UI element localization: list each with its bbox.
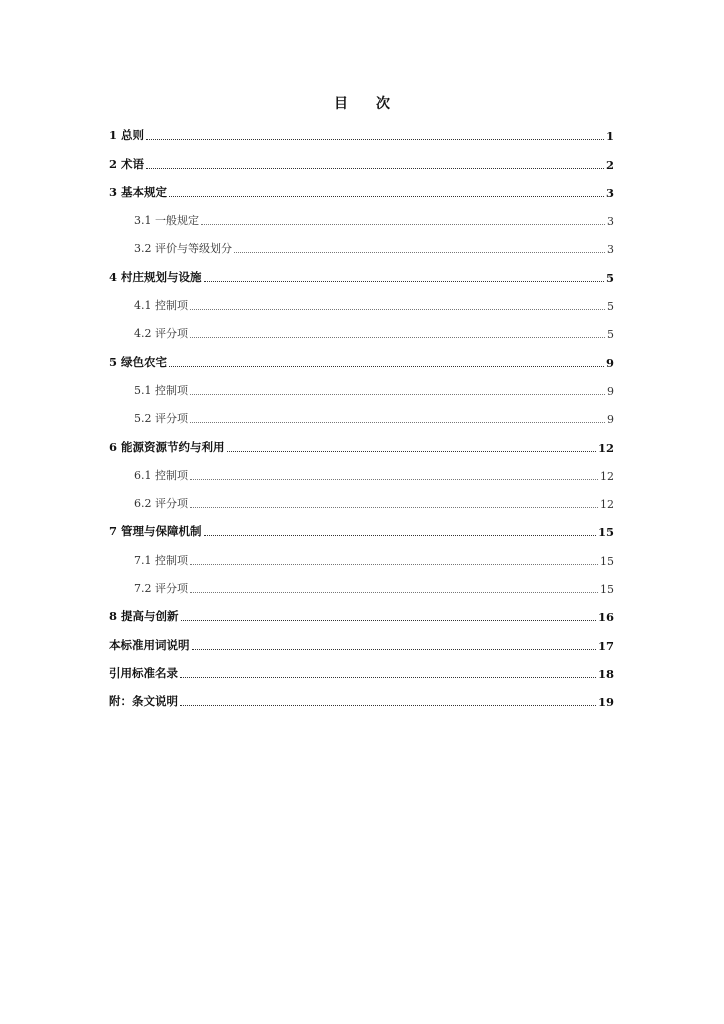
toc-chapter-entry[interactable]	[109, 514, 614, 542]
toc-dot-leader	[190, 478, 598, 480]
toc-dot-leader	[146, 138, 604, 140]
toc-dot-leader	[234, 251, 605, 253]
toc-chapter-entry[interactable]	[109, 599, 614, 627]
toc-section-entry[interactable]	[109, 542, 614, 570]
toc-chapter-entry[interactable]	[109, 118, 614, 146]
toc-section-entry[interactable]	[109, 203, 614, 231]
toc-dot-leader	[181, 619, 596, 621]
toc-chapter-entry[interactable]	[109, 259, 614, 287]
toc-page-number: 5	[607, 300, 614, 314]
toc-dot-leader	[190, 308, 605, 310]
toc-chapter-entry[interactable]	[109, 684, 614, 712]
toc-page-number: 12	[600, 469, 614, 483]
toc-entry-label: 5.2 评分项	[134, 412, 188, 426]
toc-dot-leader	[190, 591, 598, 593]
toc-dot-leader	[190, 506, 598, 508]
toc-dot-leader	[180, 704, 596, 706]
toc-chapter-entry[interactable]	[109, 627, 614, 655]
toc-page-number: 16	[597, 610, 614, 625]
toc-section-entry[interactable]	[109, 486, 614, 514]
toc-entry-label: 3.2 评价与等级划分	[134, 242, 232, 256]
toc-title	[0, 93, 724, 113]
toc-section-entry[interactable]	[109, 571, 614, 599]
toc-dot-leader	[146, 167, 604, 169]
toc-page-number: 9	[607, 384, 614, 398]
toc-dot-leader	[201, 223, 605, 225]
toc-dot-leader	[190, 421, 605, 423]
toc-entry-label: 4.1 控制项	[134, 299, 188, 313]
toc-entry-label: 8 提高与创新	[109, 609, 179, 624]
toc-entry-label: 引用标准名录	[109, 665, 178, 680]
toc-page-number: 17	[597, 638, 614, 653]
toc-page-number: 15	[600, 554, 614, 568]
toc-section-entry[interactable]	[109, 231, 614, 259]
toc-page-number: 3	[607, 215, 614, 229]
toc-page-number: 5	[607, 328, 614, 342]
toc-dot-leader	[169, 195, 604, 197]
toc-entry-label: 1 总则	[109, 128, 145, 143]
toc-entry-label: 7.2 评分项	[134, 582, 188, 596]
toc-dot-leader	[169, 365, 604, 367]
toc-dot-leader	[180, 676, 596, 678]
toc-entry-label: 附：条文说明	[109, 694, 178, 709]
toc-entry-label: 2 术语	[109, 156, 145, 171]
toc-chapter-entry[interactable]	[109, 344, 614, 372]
toc-page-number: 9	[607, 413, 614, 427]
toc-dot-leader	[227, 450, 596, 452]
toc-entry-label: 4 村庄规划与设施	[109, 269, 202, 284]
toc-dot-leader	[204, 534, 596, 536]
toc-dot-leader	[204, 280, 604, 282]
toc-title-part-2: 次	[376, 96, 390, 112]
toc-entry-label: 6.1 控制项	[134, 468, 188, 482]
table-of-contents	[109, 118, 614, 712]
toc-dot-leader	[190, 336, 605, 338]
toc-page-number: 5	[605, 270, 614, 285]
toc-section-entry[interactable]	[109, 373, 614, 401]
toc-section-entry[interactable]	[109, 458, 614, 486]
toc-chapter-entry[interactable]	[109, 146, 614, 174]
toc-section-entry[interactable]	[109, 401, 614, 429]
toc-page-number: 15	[597, 525, 614, 540]
toc-entry-label: 7 管理与保障机制	[109, 524, 202, 539]
toc-entry-label: 本标准用词说明	[109, 637, 190, 652]
toc-title-part-1: 目	[334, 96, 348, 112]
toc-page-number: 19	[597, 695, 614, 710]
toc-entry-label: 7.1 控制项	[134, 553, 188, 567]
toc-section-entry[interactable]	[109, 288, 614, 316]
toc-entry-label: 5 绿色农宅	[109, 354, 168, 369]
toc-entry-label: 3.1 一般规定	[134, 214, 199, 228]
toc-page-number: 3	[605, 185, 614, 200]
toc-chapter-entry[interactable]	[109, 175, 614, 203]
toc-dot-leader	[192, 648, 596, 650]
toc-page-number: 9	[605, 355, 614, 370]
toc-chapter-entry[interactable]	[109, 429, 614, 457]
toc-page-number: 12	[600, 498, 614, 512]
toc-page-number: 18	[597, 666, 614, 681]
toc-chapter-entry[interactable]	[109, 656, 614, 684]
toc-section-entry[interactable]	[109, 316, 614, 344]
toc-page-number: 12	[597, 440, 614, 455]
toc-page-number: 2	[605, 157, 614, 172]
toc-dot-leader	[190, 393, 605, 395]
toc-dot-leader	[190, 563, 598, 565]
toc-page-number: 15	[600, 583, 614, 597]
toc-page-number: 3	[607, 243, 614, 257]
toc-entry-label: 5.1 控制项	[134, 383, 188, 397]
toc-entry-label: 6.2 评分项	[134, 497, 188, 511]
toc-entry-label: 4.2 评分项	[134, 327, 188, 341]
toc-entry-label: 3 基本规定	[109, 184, 168, 199]
toc-entry-label: 6 能源资源节约与利用	[109, 439, 225, 454]
toc-page-number: 1	[605, 129, 614, 144]
